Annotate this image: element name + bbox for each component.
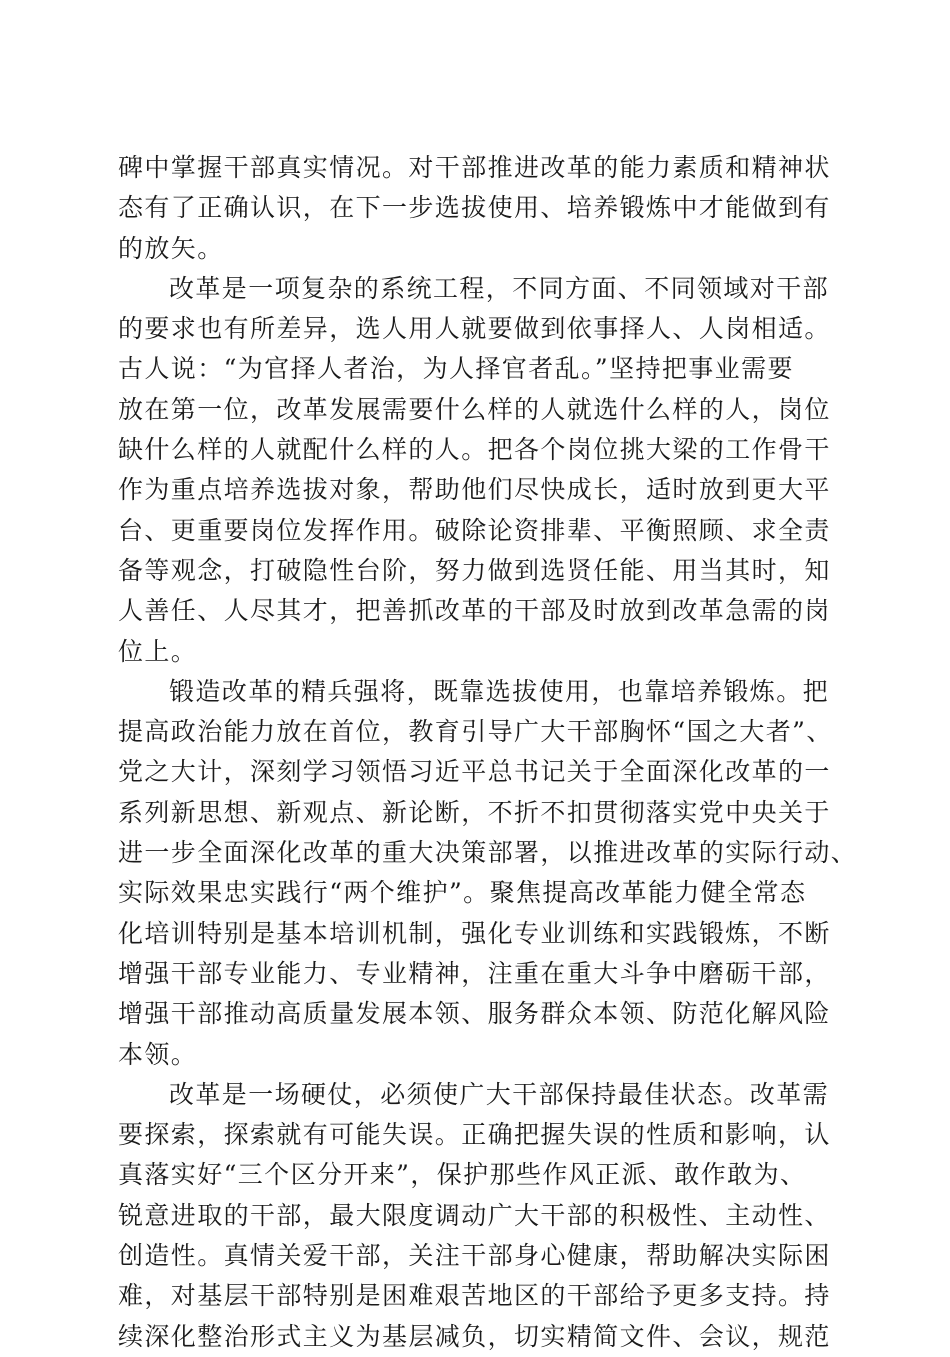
text-line: 放在第一位，改革发展需要什么样的人就选什么样的人，岗位 — [118, 394, 831, 424]
text-line: 增强干部推动高质量发展本领、服务群众本领、防范化解风险 — [118, 999, 831, 1029]
text-line: 系列新思想、新观点、新论断，不折不扣贯彻落实党中央关于 — [118, 797, 831, 827]
text-line: 缺什么样的人就配什么样的人。把各个岗位挑大梁的工作骨干 — [118, 435, 831, 465]
document-body — [118, 148, 858, 1357]
text-line: 化培训特别是基本培训机制，强化专业训练和实践锻炼，不断 — [118, 918, 831, 948]
text-line: 真落实好“三个区分开来”，保护那些作风正派、敢作敢为、 — [118, 1160, 807, 1190]
text-line: 态有了正确认识，在下一步选拔使用、培养锻炼中才能做到有 — [118, 193, 831, 223]
text-line: 的要求也有所差异，选人用人就要做到依事择人、人岗相适。 — [118, 314, 831, 344]
text-line: 位上。 — [118, 636, 198, 666]
paragraph — [118, 148, 830, 269]
text-line: 古人说：“为官择人者治，为人择官者乱。”坚持把事业需要 — [118, 354, 794, 384]
text-line: 锻造改革的精兵强将，既靠选拔使用，也靠培养锻炼。把 — [169, 676, 830, 706]
text-line: 要探索，探索就有可能失误。正确把握失误的性质和影响，认 — [118, 1120, 831, 1150]
paragraph — [118, 269, 830, 672]
text-line: 碑中掌握干部真实情况。对干部推进改革的能力素质和精神状 — [118, 153, 831, 182]
text-line: 改革是一场硬仗，必须使广大干部保持最佳状态。改革需 — [169, 1079, 830, 1109]
text-line: 锐意进取的干部，最大限度调动广大干部的积极性、主动性、 — [118, 1200, 831, 1230]
text-line: 难，对基层干部特别是困难艰苦地区的干部给予更多支持。持 — [118, 1281, 831, 1311]
text-line: 人善任、人尽其才，把善抓改革的干部及时放到改革急需的岗 — [118, 596, 831, 626]
text-line: 本领。 — [118, 1039, 198, 1069]
text-line: 增强干部专业能力、专业精神，注重在重大斗争中磨砺干部， — [118, 958, 831, 988]
text-line: 作为重点培养选拔对象，帮助他们尽快成长，适时放到更大平 — [118, 475, 831, 505]
text-line: 提高政治能力放在首位，教育引导广大干部胸怀“国之大者”、 — [118, 717, 833, 747]
text-line: 进一步全面深化改革的重大决策部署，以推进改革的实际行动、 — [118, 838, 858, 868]
text-line: 创造性。真情关爱干部，关注干部身心健康，帮助解决实际困 — [118, 1241, 831, 1271]
paragraph — [118, 672, 858, 1075]
text-line: 实际效果忠实践行“两个维护”。聚焦提高改革能力健全常态 — [118, 878, 807, 908]
text-line: 党之大计，深刻学习领悟习近平总书记关于全面深化改革的一 — [118, 757, 831, 787]
text-line: 台、更重要岗位发挥作用。破除论资排辈、平衡照顾、求全责 — [118, 515, 831, 545]
paragraph — [118, 1075, 830, 1357]
text-line: 续深化整治形式主义为基层减负，切实精简文件、会议，规范 — [118, 1321, 831, 1351]
text-line: 的放矢。 — [118, 233, 224, 263]
text-line: 备等观念，打破隐性台阶，努力做到选贤任能、用当其时，知 — [118, 555, 831, 585]
text-line: 改革是一项复杂的系统工程，不同方面、不同领域对干部 — [169, 273, 830, 303]
